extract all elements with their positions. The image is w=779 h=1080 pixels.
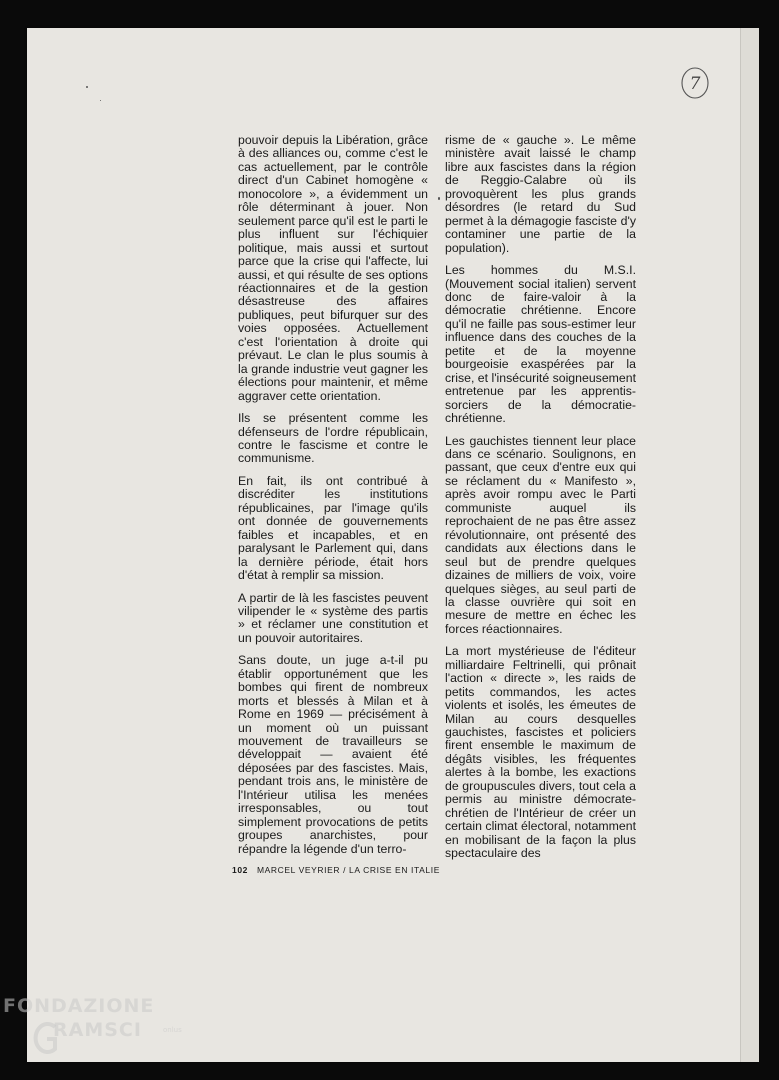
- paragraph: En fait, ils ont contribué à discréditer les institutions républicaines, par l'image qu'ils ont donnée de gouvernements faibles et incapables, et en paralysant le Parlement qui, dans la dernière période, était hors d'état à remplir sa mission.: [238, 473, 428, 583]
- page-footer: [232, 865, 440, 875]
- watermark-line-1: FONDAZIONE: [3, 995, 155, 1017]
- paragraph: risme de « gauche ». Le même ministère avait laissé le champ libre aux fascistes dans la région de Reggio-Calabre où ils provoquèrent les plus grands désordres (le retard du Sud permet à la démagogie fasciste d'y contaminer une partie de la population).: [445, 133, 636, 255]
- dust-speck: [100, 100, 101, 101]
- fondazione-gramsci-watermark: [3, 995, 193, 1075]
- right-text-column: [445, 134, 636, 870]
- dust-speck: [86, 86, 88, 88]
- paragraph: Ils se présentent comme les défenseurs de l'ordre républicain, contre le fascisme et contre le communisme.: [238, 411, 428, 466]
- paragraph: Les gauchistes tiennent leur place dans ce scénario. Soulignons, en passant, que ceux d'entre eux qui se réclament du « Manifesto », après avoir rompu avec le Parti communiste auquel ils reprochaient de ne pas être assez révolutionnaire, ont présenté des candidats aux élections dans le seul but de prendre quelques dizaines de milliers de voix, voire quelques sièges, au seul parti de la classe ouvrière qui soit en mesure de mettre en échec les forces réactionnaires.: [445, 433, 636, 636]
- page-edge: [740, 28, 759, 1062]
- page-number: 102: [232, 865, 248, 875]
- paragraph: pouvoir depuis la Libération, grâce à des alliances ou, comme c'est le cas actuellement, par le contrôle direct d'un Cabinet homogène « monocolore », a évidemment un rôle déterminant à jouer. Non seulement parce qu'il est le parti le plus influent sur l'échiquier politique, mais aussi et surtout parce que la crise qui l'affecte, lui aussi, et qui résulte de ses options réactionnaires et de la gestion désastreuse des affaires publiques, peut bifurquer sur des voies opposées. Actuellement c'est l'orientation à droite qui prévaut. Le clan le plus soumis à la grande industrie veut gagner les élections pour maintenir, et même aggraver cette orientation.: [238, 133, 428, 403]
- left-text-column: [238, 134, 428, 865]
- dust-speck: [438, 197, 440, 200]
- watermark-suffix: onlus: [163, 1026, 182, 1034]
- paragraph: La mort mystérieuse de l'éditeur milliardaire Feltrinelli, qui prônait l'action « directe », les raids de petits commandos, les actes violents et isolés, les émeutes de Milan au cours desquelles gauchistes, fascistes et policiers firent ensemble le maximum de dégâts visibles, les fréquentes alertes à la bombe, les exactions de groupuscules divers, tout cela a permis au ministre démocrate-chrétien de l'Intérieur de créer un certain climat électoral, notamment en mobilisant de la façon la plus spectaculaire des: [445, 644, 636, 861]
- paragraph: Les hommes du M.S.I. (Mouvement social italien) servent donc de faire-valoir à la démocratie chrétienne. Encore qu'il ne faille pas sous-estimer leur influence dans des couches de la petite et de la moyenne bourgeoisie exaspérées par la crise, et l'insécurité soigneusement entretenue par les apprentis-sorciers de la démocratie-chrétienne.: [445, 263, 636, 426]
- page-mark-text: 7: [689, 74, 701, 94]
- watermark-line-2: RAMSCI: [53, 1019, 142, 1041]
- handwritten-page-mark: [680, 66, 710, 100]
- paragraph: Sans doute, un juge a-t-il pu établir opportunément que les bombes qui firent de nombreux morts et blessés à Milan et à Rome en 1969 — précisément à un moment où un puissant mouvement de travailleurs se développait — avaient été déposées par des fascistes. Mais, pendant trois ans, le ministère de l'Intérieur utilisa les menées irresponsables, ou tout simplement provocations de petits groupes anarchistes, pour répandre la légende d'un terro-: [238, 653, 428, 856]
- running-title: MARCEL VEYRIER / LA CRISE EN ITALIE: [256, 865, 440, 875]
- paragraph: A partir de là les fascistes peuvent vilipender le « système des partis » et réclamer une constitution et un pouvoir autoritaires.: [238, 590, 428, 645]
